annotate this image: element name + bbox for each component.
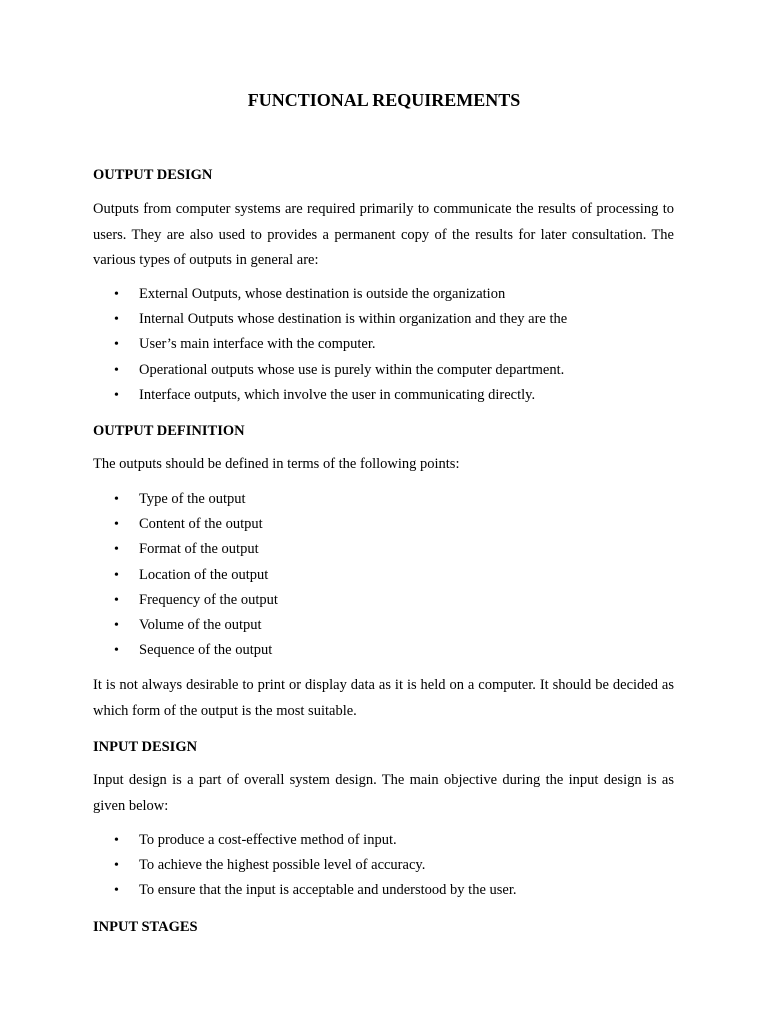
list-item-text: External Outputs, whose destination is outside the organization <box>139 286 506 302</box>
list-item-text: Location of the output <box>139 566 269 583</box>
section-heading-input-stages: INPUT STAGES <box>93 919 198 935</box>
bullet-icon: • <box>114 617 119 633</box>
bullet-icon: • <box>114 492 119 507</box>
list-item-text: Content of the output <box>139 516 263 533</box>
list-item-text: Type of the output <box>139 491 246 507</box>
list-item-text: User’s main interface with the computer. <box>139 336 376 353</box>
section-heading-output-design: OUTPUT DESIGN <box>93 167 213 183</box>
list-item-text: Sequence of the output <box>139 642 273 659</box>
paragraph-output-definition-closing: It is not always desirable to print or display data as it is held on a computer. It should be decided as which form of the output is the most suitable. <box>93 677 674 719</box>
bullet-icon: • <box>114 833 119 848</box>
bullet-icon: • <box>114 542 119 558</box>
bullet-icon: • <box>114 312 119 328</box>
paragraph-output-definition-intro: The outputs should be defined in terms of the following points: <box>93 456 460 472</box>
paragraph-output-design-intro: Outputs from computer systems are required primarily to communicate the results of processing to users. They are also used to provides a permanent copy of the results for later consultation. The various types of outputs in general are: <box>93 201 674 268</box>
list-item-text: Frequency of the output <box>139 591 278 608</box>
section-heading-output-definition: OUTPUT DEFINITION <box>93 423 245 439</box>
bullet-icon: • <box>114 337 119 353</box>
bullet-icon: • <box>114 287 119 302</box>
list-item-text: To ensure that the input is acceptable and understood by the user. <box>139 882 517 899</box>
list-item-text: Internal Outputs whose destination is within organization and they are the <box>139 311 568 328</box>
list-item-text: Format of the output <box>139 541 259 558</box>
page-title: FUNCTIONAL REQUIREMENTS <box>247 90 521 110</box>
bullet-icon: • <box>114 517 119 533</box>
section-heading-input-design: INPUT DESIGN <box>93 739 198 755</box>
list-item-text: Volume of the output <box>139 616 262 633</box>
bullet-icon: • <box>114 387 119 403</box>
list-item-text: To achieve the highest possible level of accuracy. <box>139 857 426 874</box>
bullet-icon: • <box>114 858 119 874</box>
list-item-text: To produce a cost-effective method of input. <box>139 832 397 848</box>
list-item-text: Interface outputs, which involve the user in communicating directly. <box>139 386 536 403</box>
list-item-text: Operational outputs whose use is purely within the computer department. <box>139 361 565 378</box>
bullet-icon: • <box>114 362 119 378</box>
paragraph-input-design-intro: Input design is a part of overall system design. The main objective during the input design is as given below: <box>93 772 674 814</box>
bullet-icon: • <box>114 883 119 899</box>
bullet-icon: • <box>114 643 119 659</box>
bullet-icon: • <box>114 592 119 608</box>
bullet-icon: • <box>114 567 119 583</box>
